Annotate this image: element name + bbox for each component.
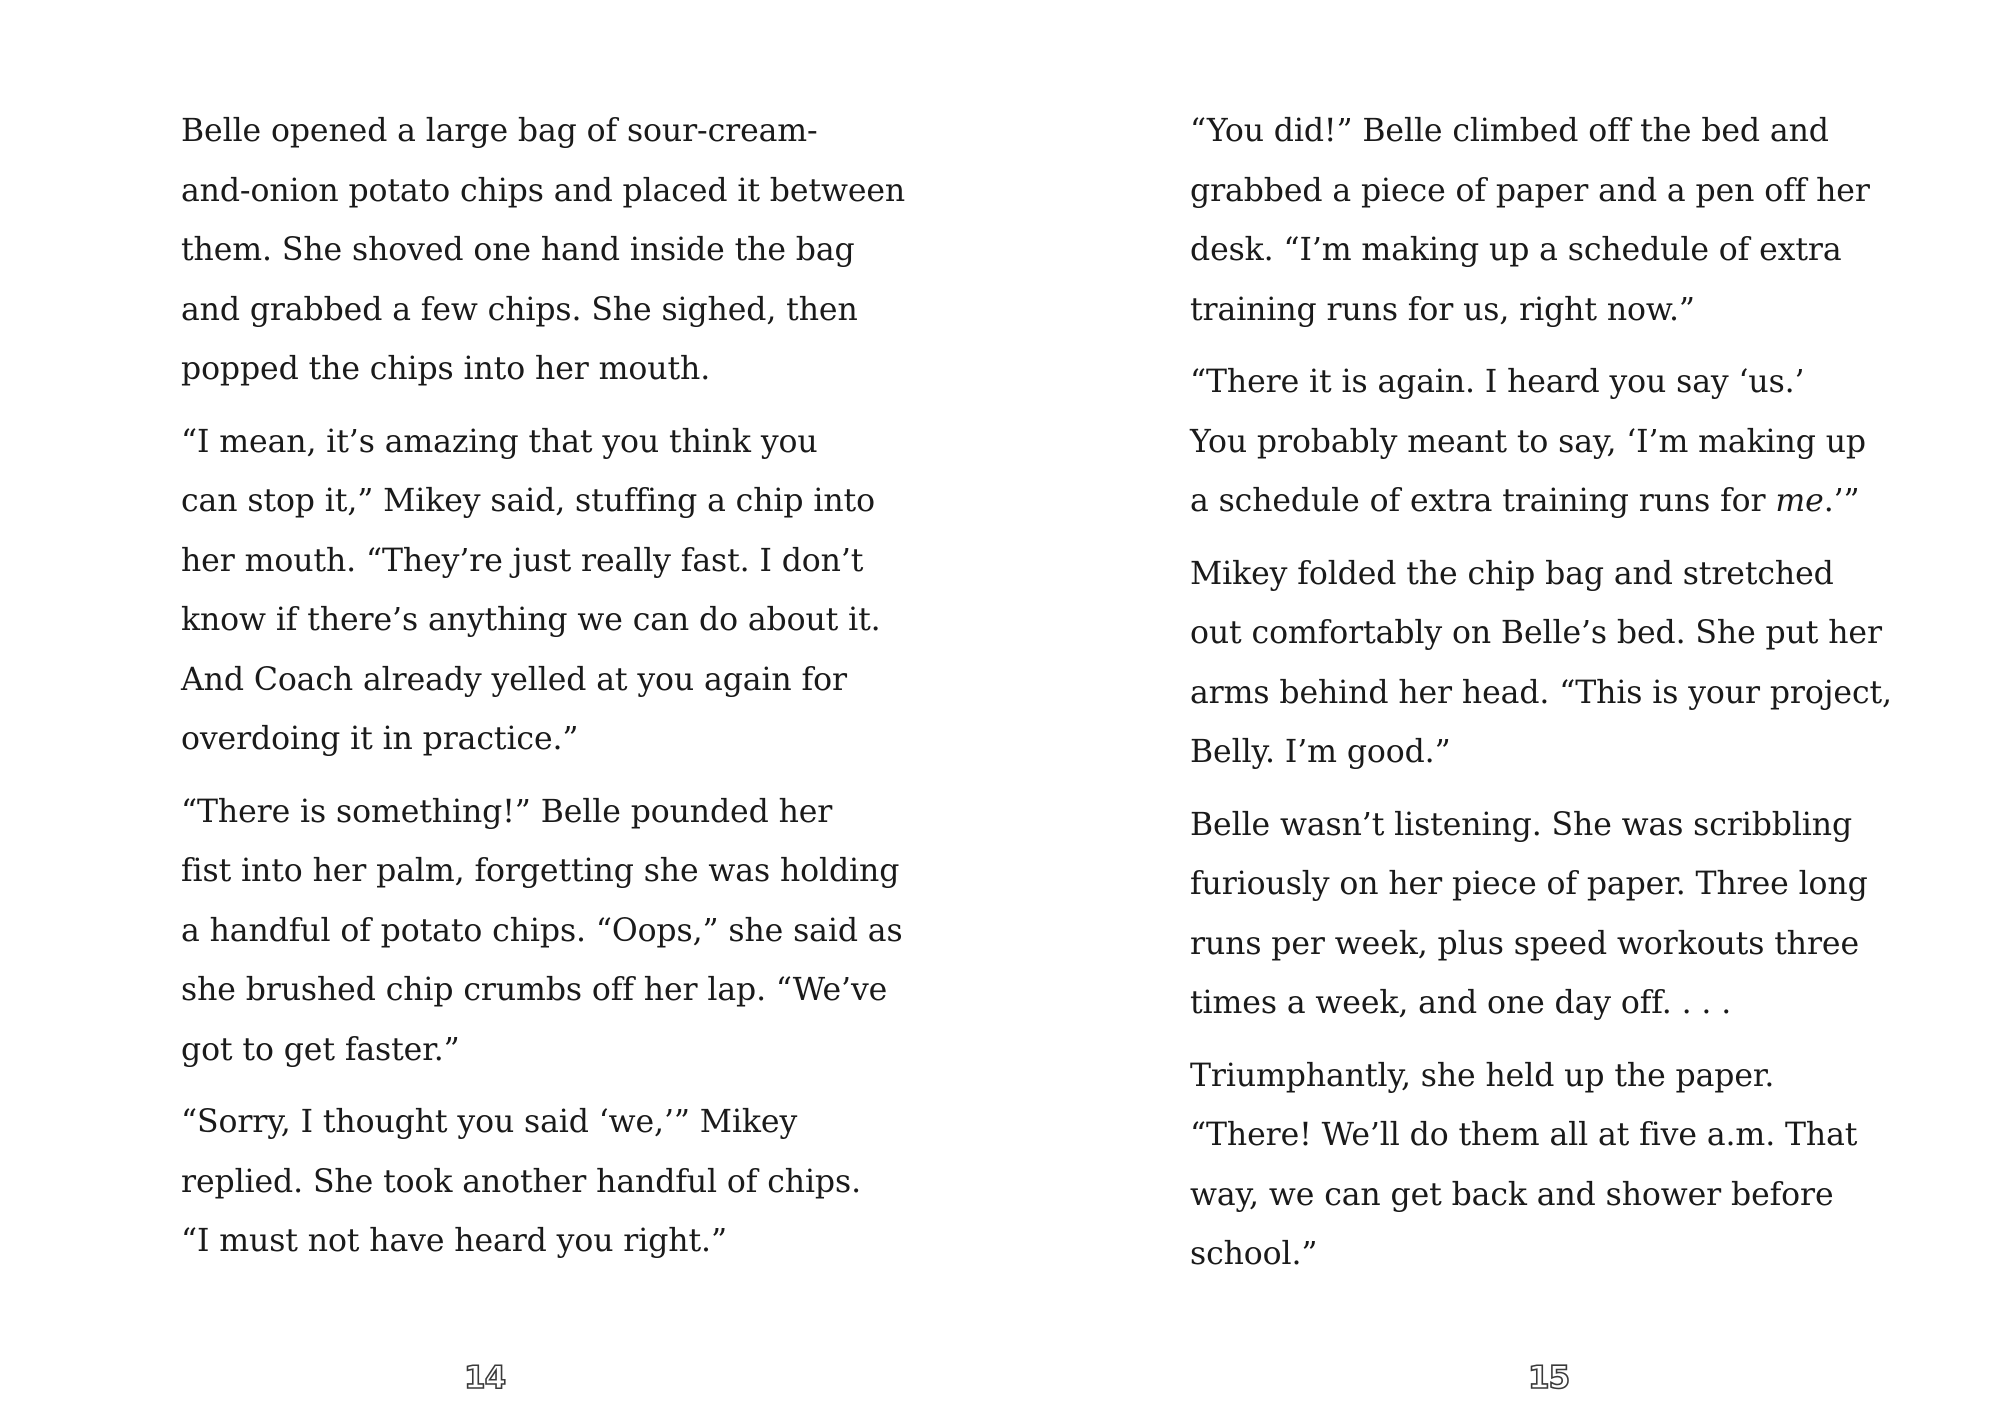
text-line: and-onion potato chips and placed it between — [181, 172, 906, 209]
text-segment: a schedule of extra training runs for — [1190, 483, 1776, 519]
text-line: a handful of potato chips. “Oops,” she said as — [181, 912, 903, 949]
paragraph — [131, 1093, 891, 1272]
text-line: arms behind her head. “This is your project, — [1190, 674, 1892, 711]
text-line: Triumphantly, she held up the paper. — [1190, 1057, 1775, 1094]
text-line: can stop it,” Mikey said, stuffing a chip into — [181, 483, 875, 519]
left-page-text — [131, 102, 906, 1285]
right-page-text — [1140, 102, 1892, 1298]
text-line: You probably meant to say, ‘I’m making up — [1190, 423, 1866, 460]
text-line: grabbed a piece of paper and a pen off her — [1190, 172, 1870, 209]
text-line: fist into her palm, forgetting she was holding — [181, 853, 900, 889]
text-line: “I must not have heard you right.” — [181, 1223, 727, 1259]
italic-text: me — [1775, 483, 1824, 519]
text-line: out comfortably on Belle’s bed. She put her — [1190, 615, 1882, 651]
paragraph — [1140, 102, 1870, 340]
paragraph — [131, 102, 906, 400]
page-number: 15 — [1528, 1360, 1570, 1396]
text-line: she brushed chip crumbs off her lap. “We’ve — [181, 972, 888, 1008]
text-line: overdoing it in practice.” — [181, 721, 579, 757]
paragraph — [1140, 1047, 1860, 1285]
text-line: training runs for us, right now.” — [1190, 291, 1695, 328]
text-line: got to get faster.” — [181, 1031, 460, 1068]
text-line: Mikey folded the chip bag and stretched — [1190, 555, 1834, 592]
text-line: school.” — [1190, 1236, 1318, 1272]
text-line: them. She shoved one hand inside the bag — [181, 232, 855, 268]
text-line: And Coach already yelled at you again for — [181, 661, 847, 698]
text-line: desk. “I’m making up a schedule of extra — [1190, 232, 1842, 268]
paragraph — [1140, 796, 1868, 1034]
text-line: “There it is again. I heard you say ‘us.’ — [1190, 364, 1805, 400]
text-line: furiously on her piece of paper. Three long — [1190, 866, 1868, 902]
text-line: Belle wasn’t listening. She was scribbling — [1190, 806, 1853, 843]
right-page — [1000, 0, 2000, 1428]
text-line — [1140, 472, 1860, 532]
paragraph — [131, 783, 903, 1081]
text-line: Belle opened a large bag of sour-cream- — [181, 113, 818, 149]
page-number: 14 — [464, 1360, 506, 1396]
text-line: “Sorry, I thought you said ‘we,’” Mikey — [181, 1104, 798, 1140]
text-line: “You did!” Belle climbed off the bed and — [1190, 113, 1829, 149]
text-segment: .’” — [1823, 483, 1860, 519]
text-line: runs per week, plus speed workouts three — [1190, 925, 1859, 962]
text-line: “There is something!” Belle pounded her — [181, 793, 833, 830]
text-line: times a week, and one day off. . . . — [1190, 985, 1732, 1021]
text-line: “I mean, it’s amazing that you think you — [181, 423, 818, 460]
text-line: and grabbed a few chips. She sighed, then — [181, 291, 858, 328]
text-line: “There! We’ll do them all at five a.m. That — [1190, 1117, 1858, 1153]
text-line: know if there’s anything we can do about it. — [181, 602, 881, 638]
text-line: popped the chips into her mouth. — [181, 351, 711, 387]
paragraph — [131, 413, 891, 770]
text-line: Belly. I’m good.” — [1190, 734, 1451, 770]
text-line: her mouth. “They’re just really fast. I don’t — [181, 542, 864, 579]
paragraph — [1140, 353, 1866, 532]
text-line: replied. She took another handful of chips. — [181, 1163, 861, 1200]
paragraph — [1140, 545, 1892, 783]
text-line: way, we can get back and shower before — [1190, 1176, 1834, 1213]
